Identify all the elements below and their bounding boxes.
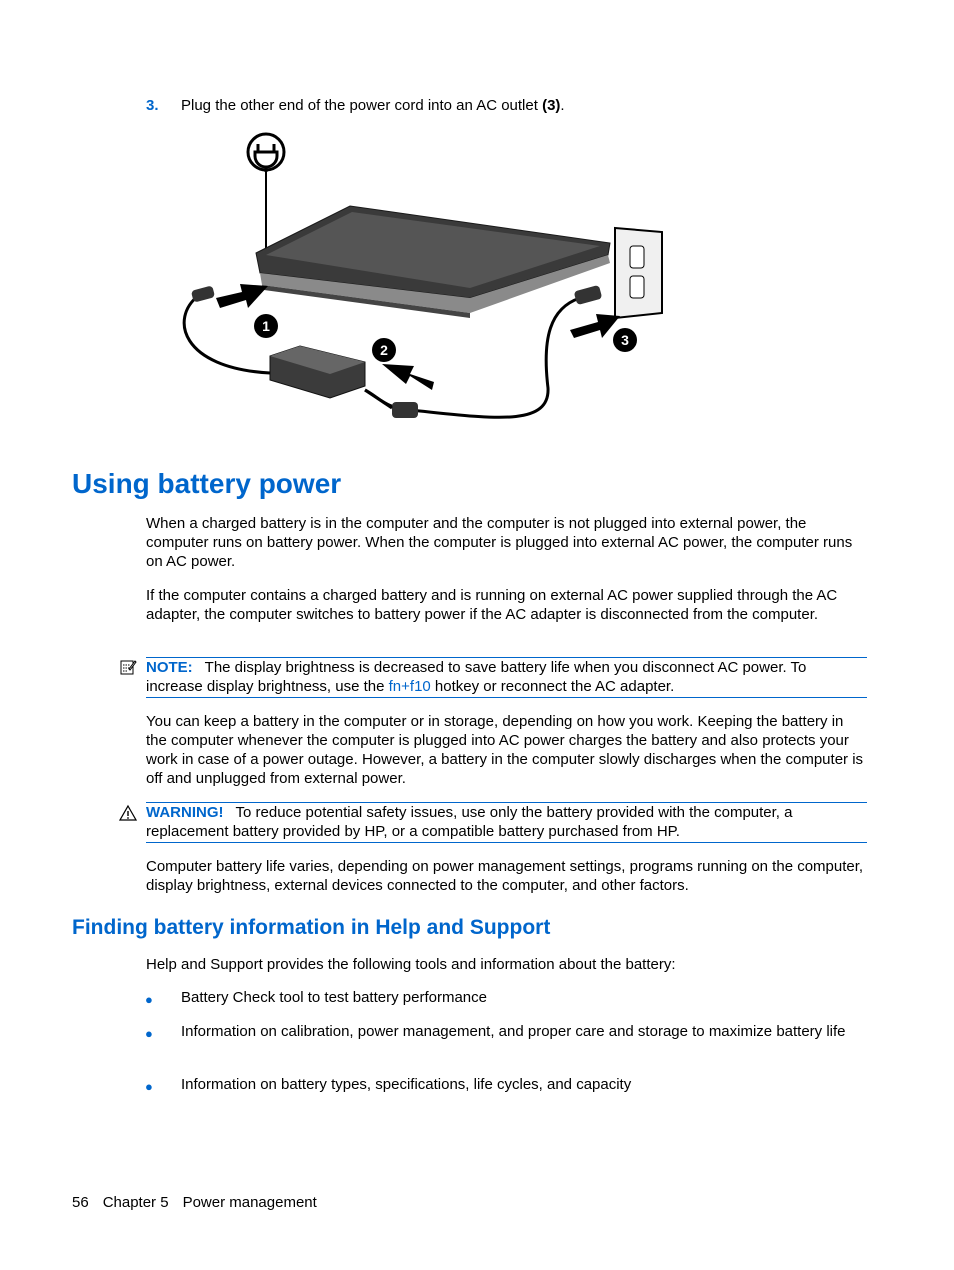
step-text: [181, 96, 565, 115]
bullet-icon: ●: [145, 1026, 153, 1041]
arrow-1-icon: [216, 284, 268, 308]
laptop-power-illustration: [170, 128, 670, 438]
paragraph-battery-power: When a charged battery is in the computer and the computer is not plugged into external power, the computer runs on battery power. When the computer is plugged into external AC power, the computer runs on AC power.: [146, 515, 853, 570]
paragraph-battery-life: Computer battery life varies, depending on power management settings, programs running on the computer, display brightness, external devices connected to the computer, and other factors.: [146, 858, 864, 894]
section-heading: Using battery power: [72, 468, 342, 499]
chapter-label: Chapter 5: [102, 1194, 169, 1211]
callout-1: [254, 314, 278, 338]
callout-2-label: 2: [380, 342, 388, 358]
callout-1-label: 1: [262, 318, 270, 334]
list-item: Information on calibration, power management, and proper care and storage to maximize battery life: [181, 1023, 846, 1040]
callout-3: [613, 328, 637, 352]
paragraph-storage: You can keep a battery in the computer or in storage, depending on how you work. Keeping the battery in the computer whenever the computer is plugged into AC power charges the battery and also protects your work in case of a power outage. However, a battery in the computer slowly discharges when the computer is off and unplugged from external power.: [146, 713, 864, 787]
arrow-3-icon: [570, 314, 620, 338]
step-text-main: Plug the other end of the power cord into an AC outlet: [181, 97, 543, 114]
subsection-heading: Finding battery information in Help and Support: [72, 916, 551, 939]
note-text-end: hotkey or reconnect the AC adapter.: [430, 678, 675, 695]
list-item: Information on battery types, specifications, life cycles, and capacity: [181, 1076, 632, 1093]
warning-icon: [119, 804, 137, 822]
paragraph-ac-switch: If the computer contains a charged battery and is running on external AC power supplied through the AC adapter, the computer switches to battery power if the AC adapter is disconnected from the computer.: [146, 587, 838, 623]
step-number: 3.: [146, 97, 159, 114]
page-footer: [72, 1193, 331, 1212]
note-icon: [119, 658, 137, 676]
warning-callout: [146, 802, 867, 843]
list-item: Battery Check tool to test battery performance: [181, 989, 487, 1006]
laptop-image: [256, 206, 610, 318]
step-end: .: [560, 97, 565, 114]
page-number: 56: [72, 1194, 89, 1211]
note-label: NOTE:: [146, 659, 193, 676]
chapter-title: Power management: [182, 1194, 317, 1211]
warning-label: WARNING!: [146, 804, 224, 821]
note-text: The display brightness is decreased to save battery life when you disconnect AC power. To increase display brightness, use the: [146, 659, 807, 695]
subsection-intro: Help and Support provides the following tools and information about the battery:: [146, 956, 676, 973]
hotkey-link[interactable]: fn+f10: [388, 678, 431, 695]
ac-adapter-image: [270, 346, 365, 398]
callout-2: [372, 338, 396, 362]
bullet-icon: ●: [145, 992, 153, 1007]
warning-text: To reduce potential safety issues, use only the battery provided with the computer, a replacement battery provided by HP, or a compatible battery purchased from HP.: [146, 804, 793, 840]
arrow-2-icon: [382, 364, 434, 390]
bullet-icon: ●: [145, 1079, 153, 1094]
wall-outlet-image: [615, 228, 662, 318]
callout-3-label: 3: [621, 332, 629, 348]
step-ref: (3): [542, 97, 561, 114]
note-callout: [146, 657, 867, 698]
